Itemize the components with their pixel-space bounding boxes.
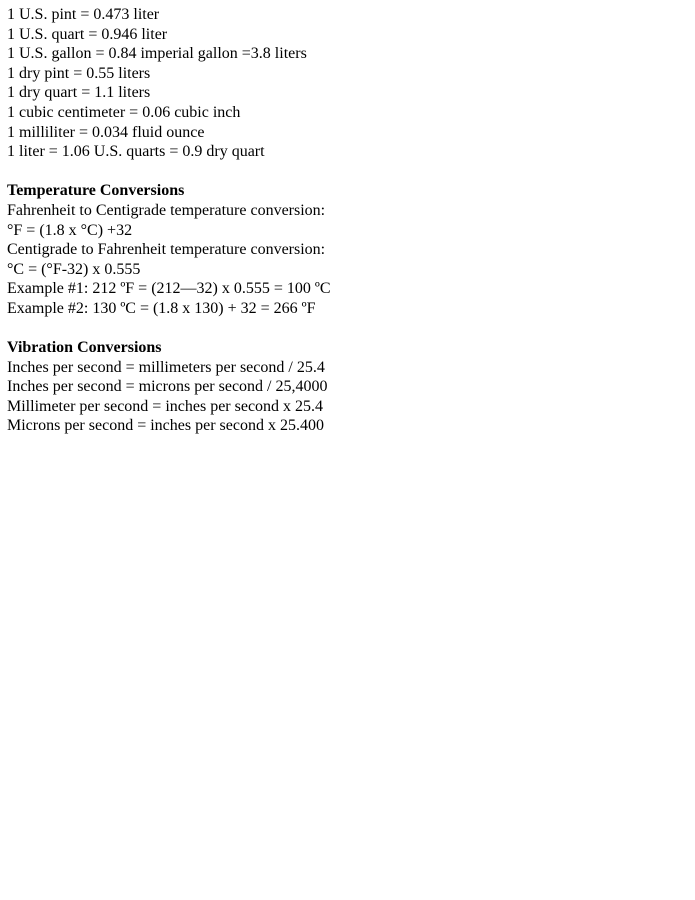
temperature-line-f-formula: °F = (1.8 x °C) +32: [7, 221, 133, 239]
section-gap: [7, 319, 687, 339]
vibration-heading: Vibration Conversions: [7, 339, 162, 357]
volume-line-pint: 1 U.S. pint = 0.473 liter: [7, 6, 160, 23]
conversion-document: [7, 5, 687, 436]
vibration-section: [7, 338, 687, 436]
vibration-line-4: Microns per second = inches per second x 25.400: [7, 417, 324, 435]
volume-section: [7, 5, 687, 162]
temperature-heading: Temperature Conversions: [7, 182, 185, 200]
section-gap: [7, 162, 687, 182]
vibration-line-3: Millimeter per second = inches per second x 25.4: [7, 397, 324, 415]
temperature-line-example-2: Example #2: 130 ºC = (1.8 x 130) + 32 = 266 ºF: [7, 299, 316, 317]
volume-line-dry-quart: 1 dry quart = 1.1 liters: [7, 84, 151, 102]
volume-line-milliliter: 1 milliliter = 0.034 fluid ounce: [7, 123, 205, 141]
volume-line-dry-pint: 1 dry pint = 0.55 liters: [7, 64, 151, 82]
temperature-line-example-1: Example #1: 212 ºF = (212—32) x 0.555 = 100 ºC: [7, 280, 331, 298]
vibration-line-1: Inches per second = millimeters per second / 25.4: [7, 358, 325, 376]
temperature-line-c-formula: °C = (°F-32) x 0.555: [7, 260, 141, 278]
temperature-line-f-to-c-label: Fahrenheit to Centigrade temperature conversion:: [7, 201, 326, 219]
temperature-line-c-to-f-label: Centigrade to Fahrenheit temperature conversion:: [7, 241, 326, 259]
volume-line-gallon: 1 U.S. gallon = 0.84 imperial gallon =3.8 liters: [7, 45, 307, 63]
volume-line-quart: 1 U.S. quart = 0.946 liter: [7, 25, 168, 43]
vibration-line-2: Inches per second = microns per second / 25,4000: [7, 378, 328, 396]
volume-line-liter: 1 liter = 1.06 U.S. quarts = 0.9 dry quart: [7, 143, 265, 161]
temperature-section: [7, 181, 687, 318]
volume-line-cubic-centimeter: 1 cubic centimeter = 0.06 cubic inch: [7, 103, 241, 121]
